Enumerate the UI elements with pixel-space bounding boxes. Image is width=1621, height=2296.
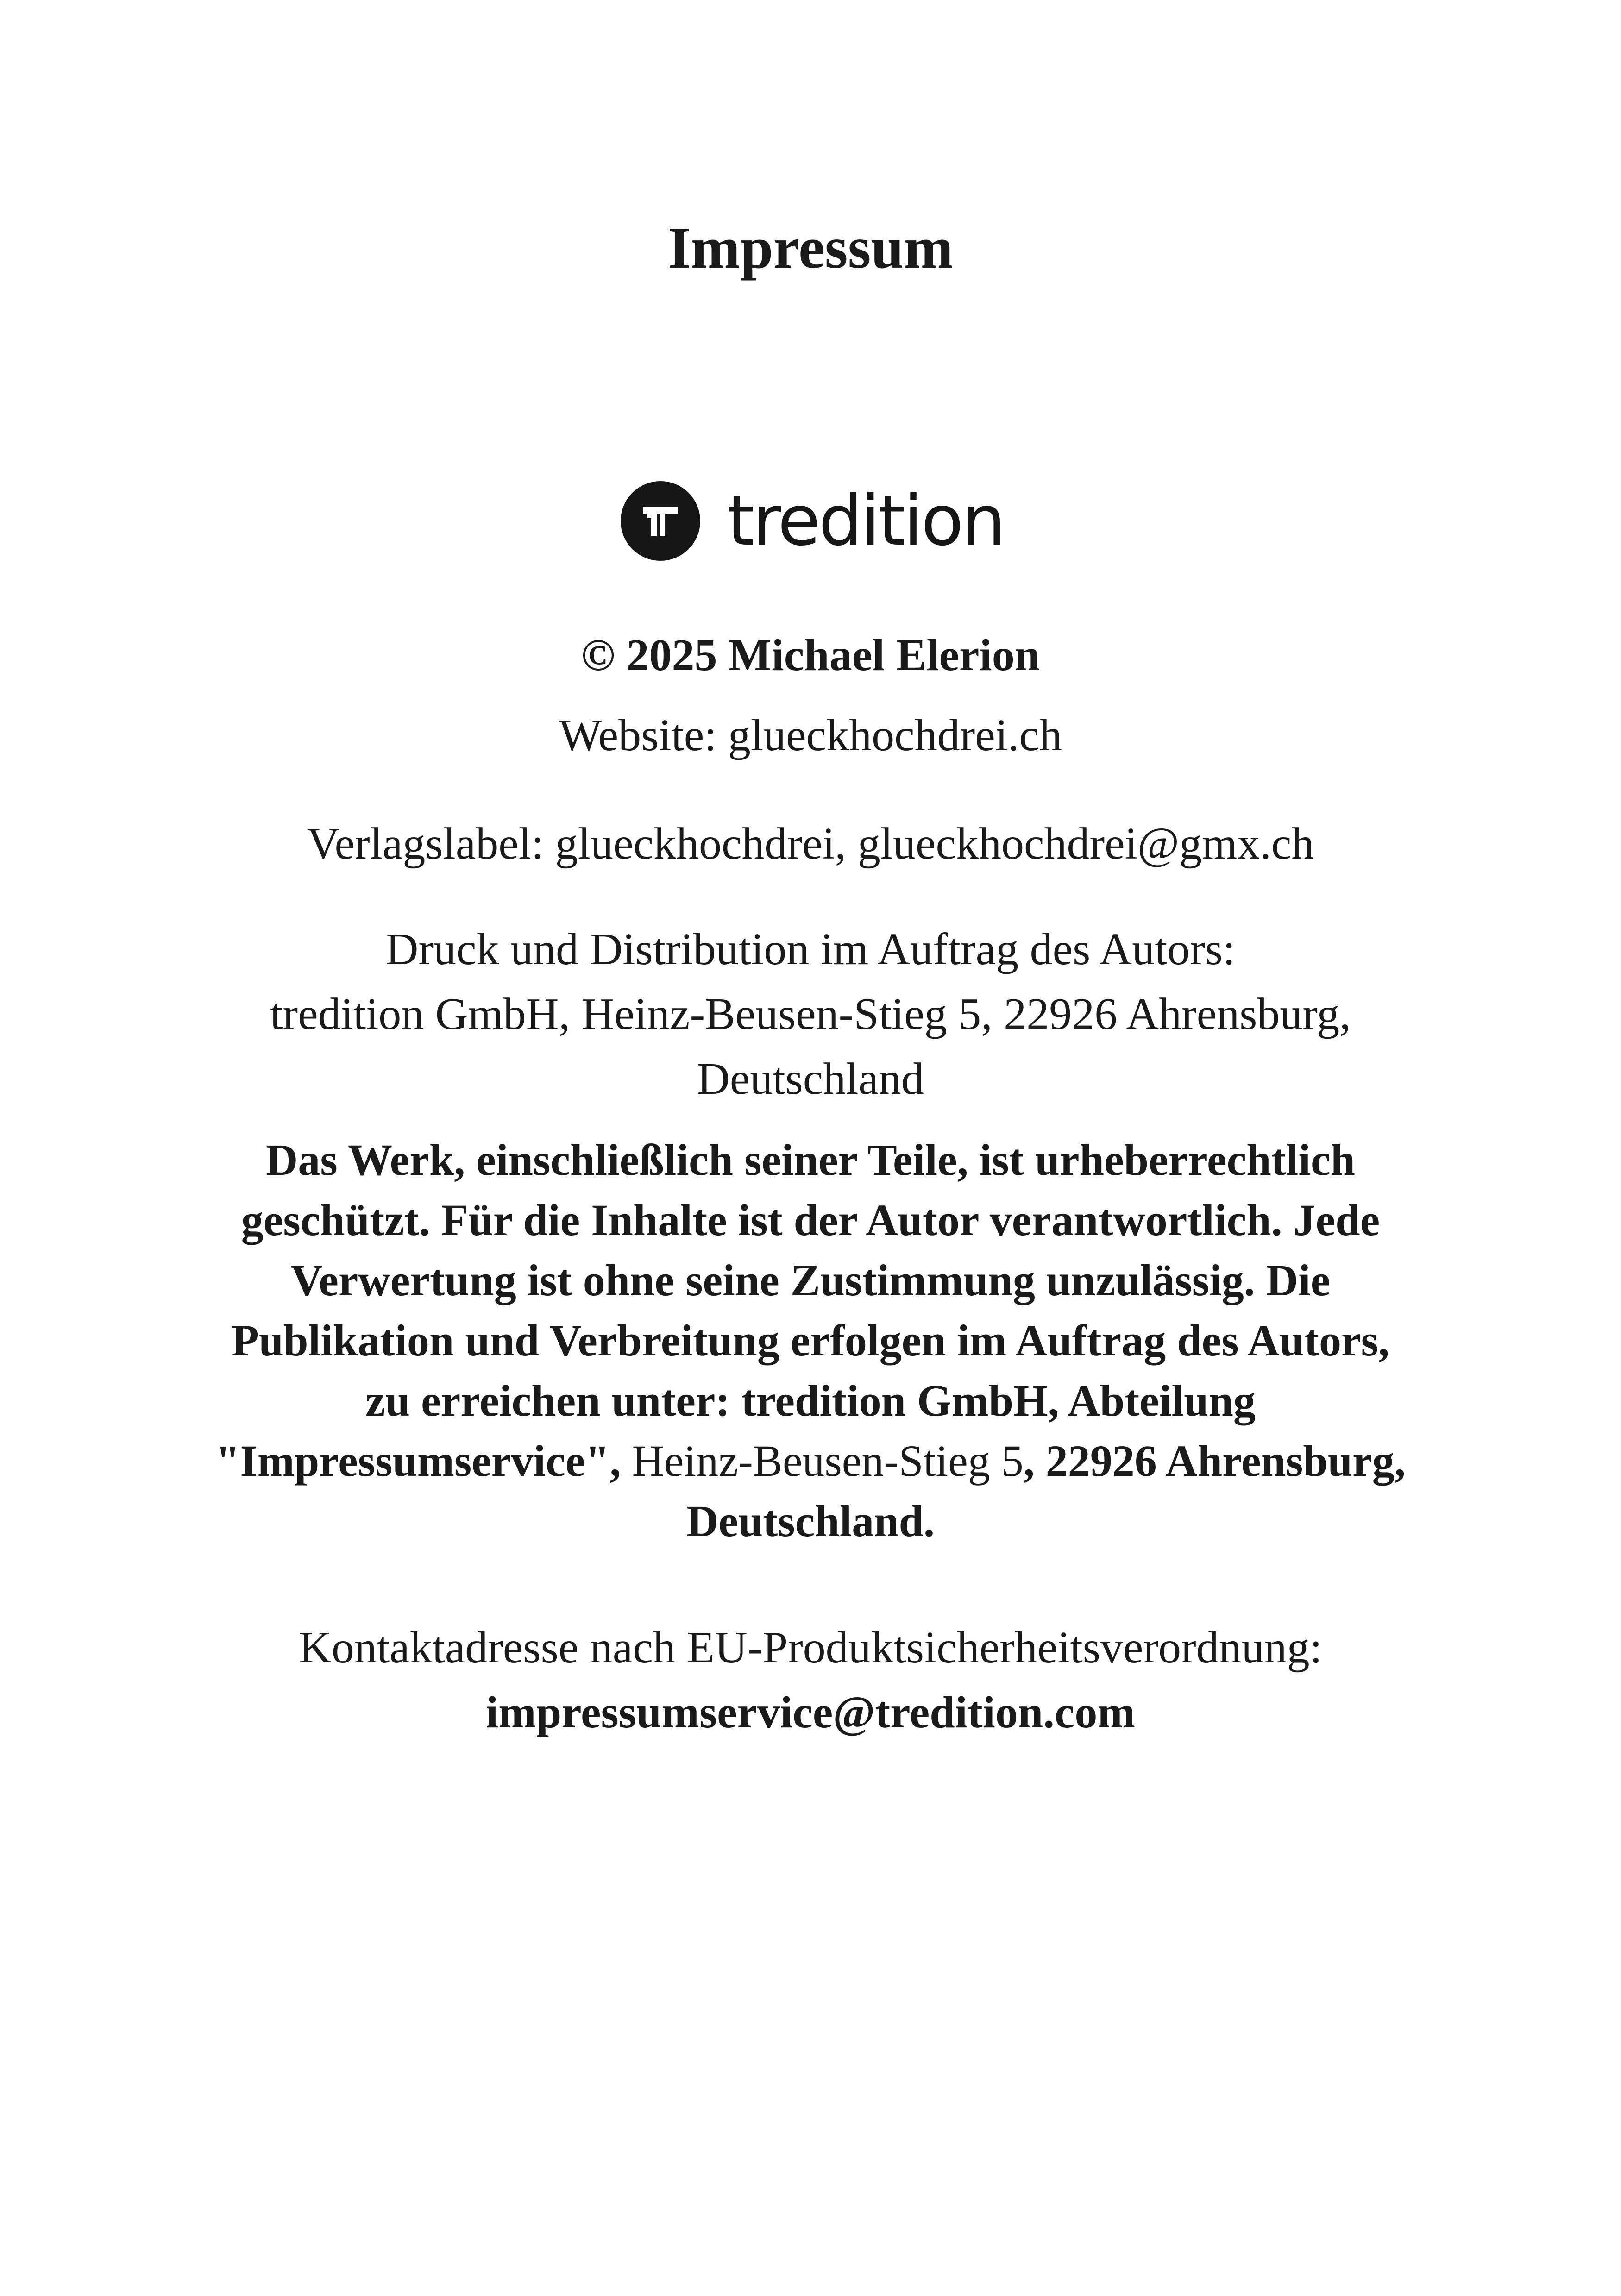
publisher-logo — [621, 477, 1004, 565]
legal-line-6 — [0, 1431, 1621, 1491]
print-line-2: tredition GmbH, Heinz-Beusen-Stieg 5, 22926 Ahrensburg, — [270, 989, 1351, 1039]
print-distribution-block — [0, 917, 1621, 1111]
legal-line-7: Deutschland. — [686, 1496, 935, 1546]
publisher-label-line: Verlagslabel: glueckhochdrei, glueckhochdrei@gmx.ch — [307, 819, 1314, 869]
legal-line-6-service-name: "Impressumservice", — [215, 1436, 621, 1486]
legal-line-4: Publikation und Verbreitung erfolgen im Auftrag des Autors, — [232, 1316, 1389, 1365]
tredition-logo-mark-icon — [621, 481, 700, 561]
legal-line-6-city: , 22926 Ahrensburg, — [1023, 1436, 1406, 1486]
contact-block — [0, 1615, 1621, 1745]
publisher-logo-text: tredition — [727, 481, 1004, 561]
legal-line-3: Verwertung ist ohne seine Zustimmung unzulässig. Die — [290, 1255, 1331, 1305]
copyright-line: © 2025 Michael Elerion — [581, 630, 1040, 680]
legal-line-5: zu erreichen unter: tredition GmbH, Abteilung — [365, 1376, 1256, 1425]
page-title: Impressum — [667, 215, 954, 281]
print-line-1: Druck und Distribution im Auftrag des Autors: — [385, 924, 1236, 974]
legal-line-6-street: Heinz-Beusen-Stieg 5 — [621, 1436, 1024, 1486]
contact-email: impressumservice@tredition.com — [485, 1687, 1136, 1738]
copyright-notice-block — [0, 1130, 1621, 1551]
print-line-3: Deutschland — [697, 1054, 924, 1104]
legal-line-2: geschützt. Für die Inhalte ist der Autor verantwortlich. Jede — [241, 1195, 1380, 1245]
contact-heading: Kontaktadresse nach EU-Produktsicherheitsverordnung: — [299, 1623, 1322, 1673]
legal-line-1: Das Werk, einschließlich seiner Teile, ist urheberrechtlich — [266, 1135, 1355, 1185]
website-line: Website: glueckhochdrei.ch — [559, 710, 1062, 760]
